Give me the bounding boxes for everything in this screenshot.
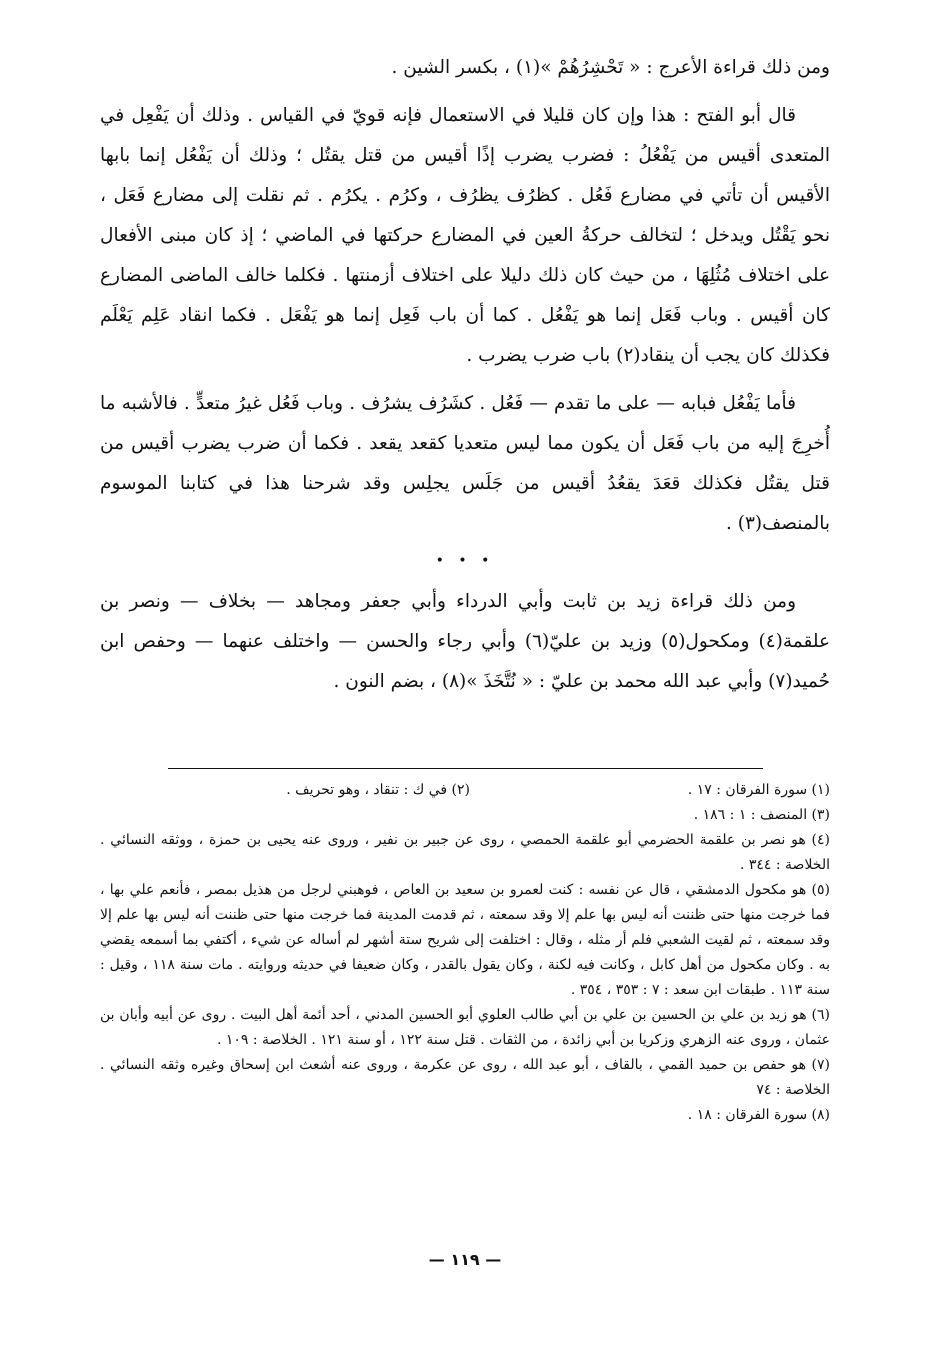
footnote-6: (٦) هو زيد بن علي بن الحسين بن علي بن أبي طالب العلوي أبو الحسين المدني ، أحد أئمة أهل البيت . روى عن أبيه وأبان بن عثمان ، وروى عنه الزهري وزكريا بن أبي زائدة ، من الثقات . قتل سنة ١٢٢ ، أو سنة ١٢١ . الخلاصة : ١٠٩ . <box>100 1007 830 1048</box>
footnote-1: (١) سورة الفرقان : ١٧ . <box>687 782 830 798</box>
footnote-3: (٣) المنصف : ١ : ١٨٦ . <box>693 807 830 823</box>
paragraph-1: ومن ذلك قراءة الأعرج : « تَحْشِرُهُمْ »(١) ، بكسر الشين . <box>391 57 830 78</box>
page-number: — ١١٩ — <box>428 1250 502 1269</box>
paragraph-3: فأما يَفْعُل فبابه — على ما تقدم — فَعُل . كشَرُف يشرُف . وباب فَعُل غيرُ متعدٍّ . فالأشبه ما أُخرِجَ إليه من باب فَعَل أن يكون مما ليس متعديا كقعد يقعد . فكما أن ضرب يضرب أقيس من قتل يقتُل فكذلك قعَدَ يقعُدُ أقيس من جَلَس يجلِس وقد شرحنا هذا في كتابنا الموسوم بالمنصف(٣) . <box>100 393 830 534</box>
section-separator: • • • <box>435 553 495 569</box>
footnote-4: (٤) هو نصر بن علقمة الحضرمي أبو علقمة الحمصي ، روى عن جبير بن نفير ، وروى عنه يحيى بن حمزة ، ووثقه النسائي . الخلاصة : ٣٤٤ . <box>100 832 830 873</box>
footnote-divider <box>168 768 763 769</box>
footnotes <box>100 778 830 1128</box>
footnote-8: (٨) سورة الفرقان : ١٨ . <box>687 1107 830 1123</box>
footnote-2: (٢) في ك : تنقاد ، وهو تحريف . <box>286 782 470 798</box>
paragraph-2: قال أبو الفتح : هذا وإن كان قليلا في الاستعمال فإنه قويّ في القياس . وذلك أن يَفْعِل في المتعدى أقيس من يَفْعُلُ : فضرب يضرب إذًا أقيس من قتل يقتُل ؛ وذلك أن يَفْعُل إنما بابها الأقيس أن تأتي في مضارع فَعُل . كظرُف يظرُف ، وكرُم . يكرُم . ثم نقلت إلى مضارع فَعَل ، نحو يَقْتُل ويدخل ؛ لتخالف حركةُ العين في المضارع حركتها في الماضي ؛ إذ كان مبنى الأفعال على اختلاف مُثُلِهَا ، من حيث كان ذلك دليلا على اختلاف أزمنتها . فكلما خالف الماضى المضارع كان أقيس . وباب فَعَل إنما هو يَفْعُل . كما أن باب فَعِل إنما هو يَفْعَل . فكما انقاد عَلِم يَعْلَم فكذلك كان يجب أن ينقاد(٢) باب ضرب يضرب . <box>100 105 830 366</box>
footnote-7: (٧) هو حفص بن حميد القمي ، بالقاف ، أبو عبد الله ، روى عن عكرمة ، وروى عنه أشعث ابن إسحاق وغيره وثقه النسائي . الخلاصة : ٧٤ <box>100 1057 830 1098</box>
main-text <box>100 48 830 702</box>
footnote-5: (٥) هو مكحول الدمشقي ، قال عن نفسه : كنت لعمرو بن سعيد بن العاص ، فوهبني لرجل من هذيل بمصر ، فأنعم علي بها ، فما خرجت منها حتى ظننت أنه ليس بها علم إلا وقد سمعته ، ثم قدمت المدينة فما خرجت منها حتى ظننت أنه ليس بها علم إلا وقد سمعته ، ثم لقيت الشعبي فلم أر مثله ، وقال : اختلفت إلى شريح ستة أشهر لم أساله عن شيء ، أكتفي بما أسمعه يقضي به . وكان مكحول من أهل كابل ، وكانت فيه لكنة ، وكان يقول بالقدر ، وكان ضعيفا في حديثه وروايته . مات سنة ١١٨ ، وقيل : سنة ١١٣ . طبقات ابن سعد : ٧ : ٣٥٣ ، ٣٥٤ . <box>100 882 830 998</box>
paragraph-4: ومن ذلك قراءة زيد بن ثابت وأبي الدرداء وأبي جعفر ومجاهد — بخلاف — ونصر بن علقمة(٤) ومكحول(٥) وزيد بن عليّ(٦) وأبي رجاء والحسن — واختلف عنهما — وحفص ابن حُميد(٧) وأبي عبد الله محمد بن عليّ : « نُتَّخَذَ »(٨) ، بضم النون . <box>100 591 830 692</box>
footnote-row-1-2 <box>100 778 830 803</box>
